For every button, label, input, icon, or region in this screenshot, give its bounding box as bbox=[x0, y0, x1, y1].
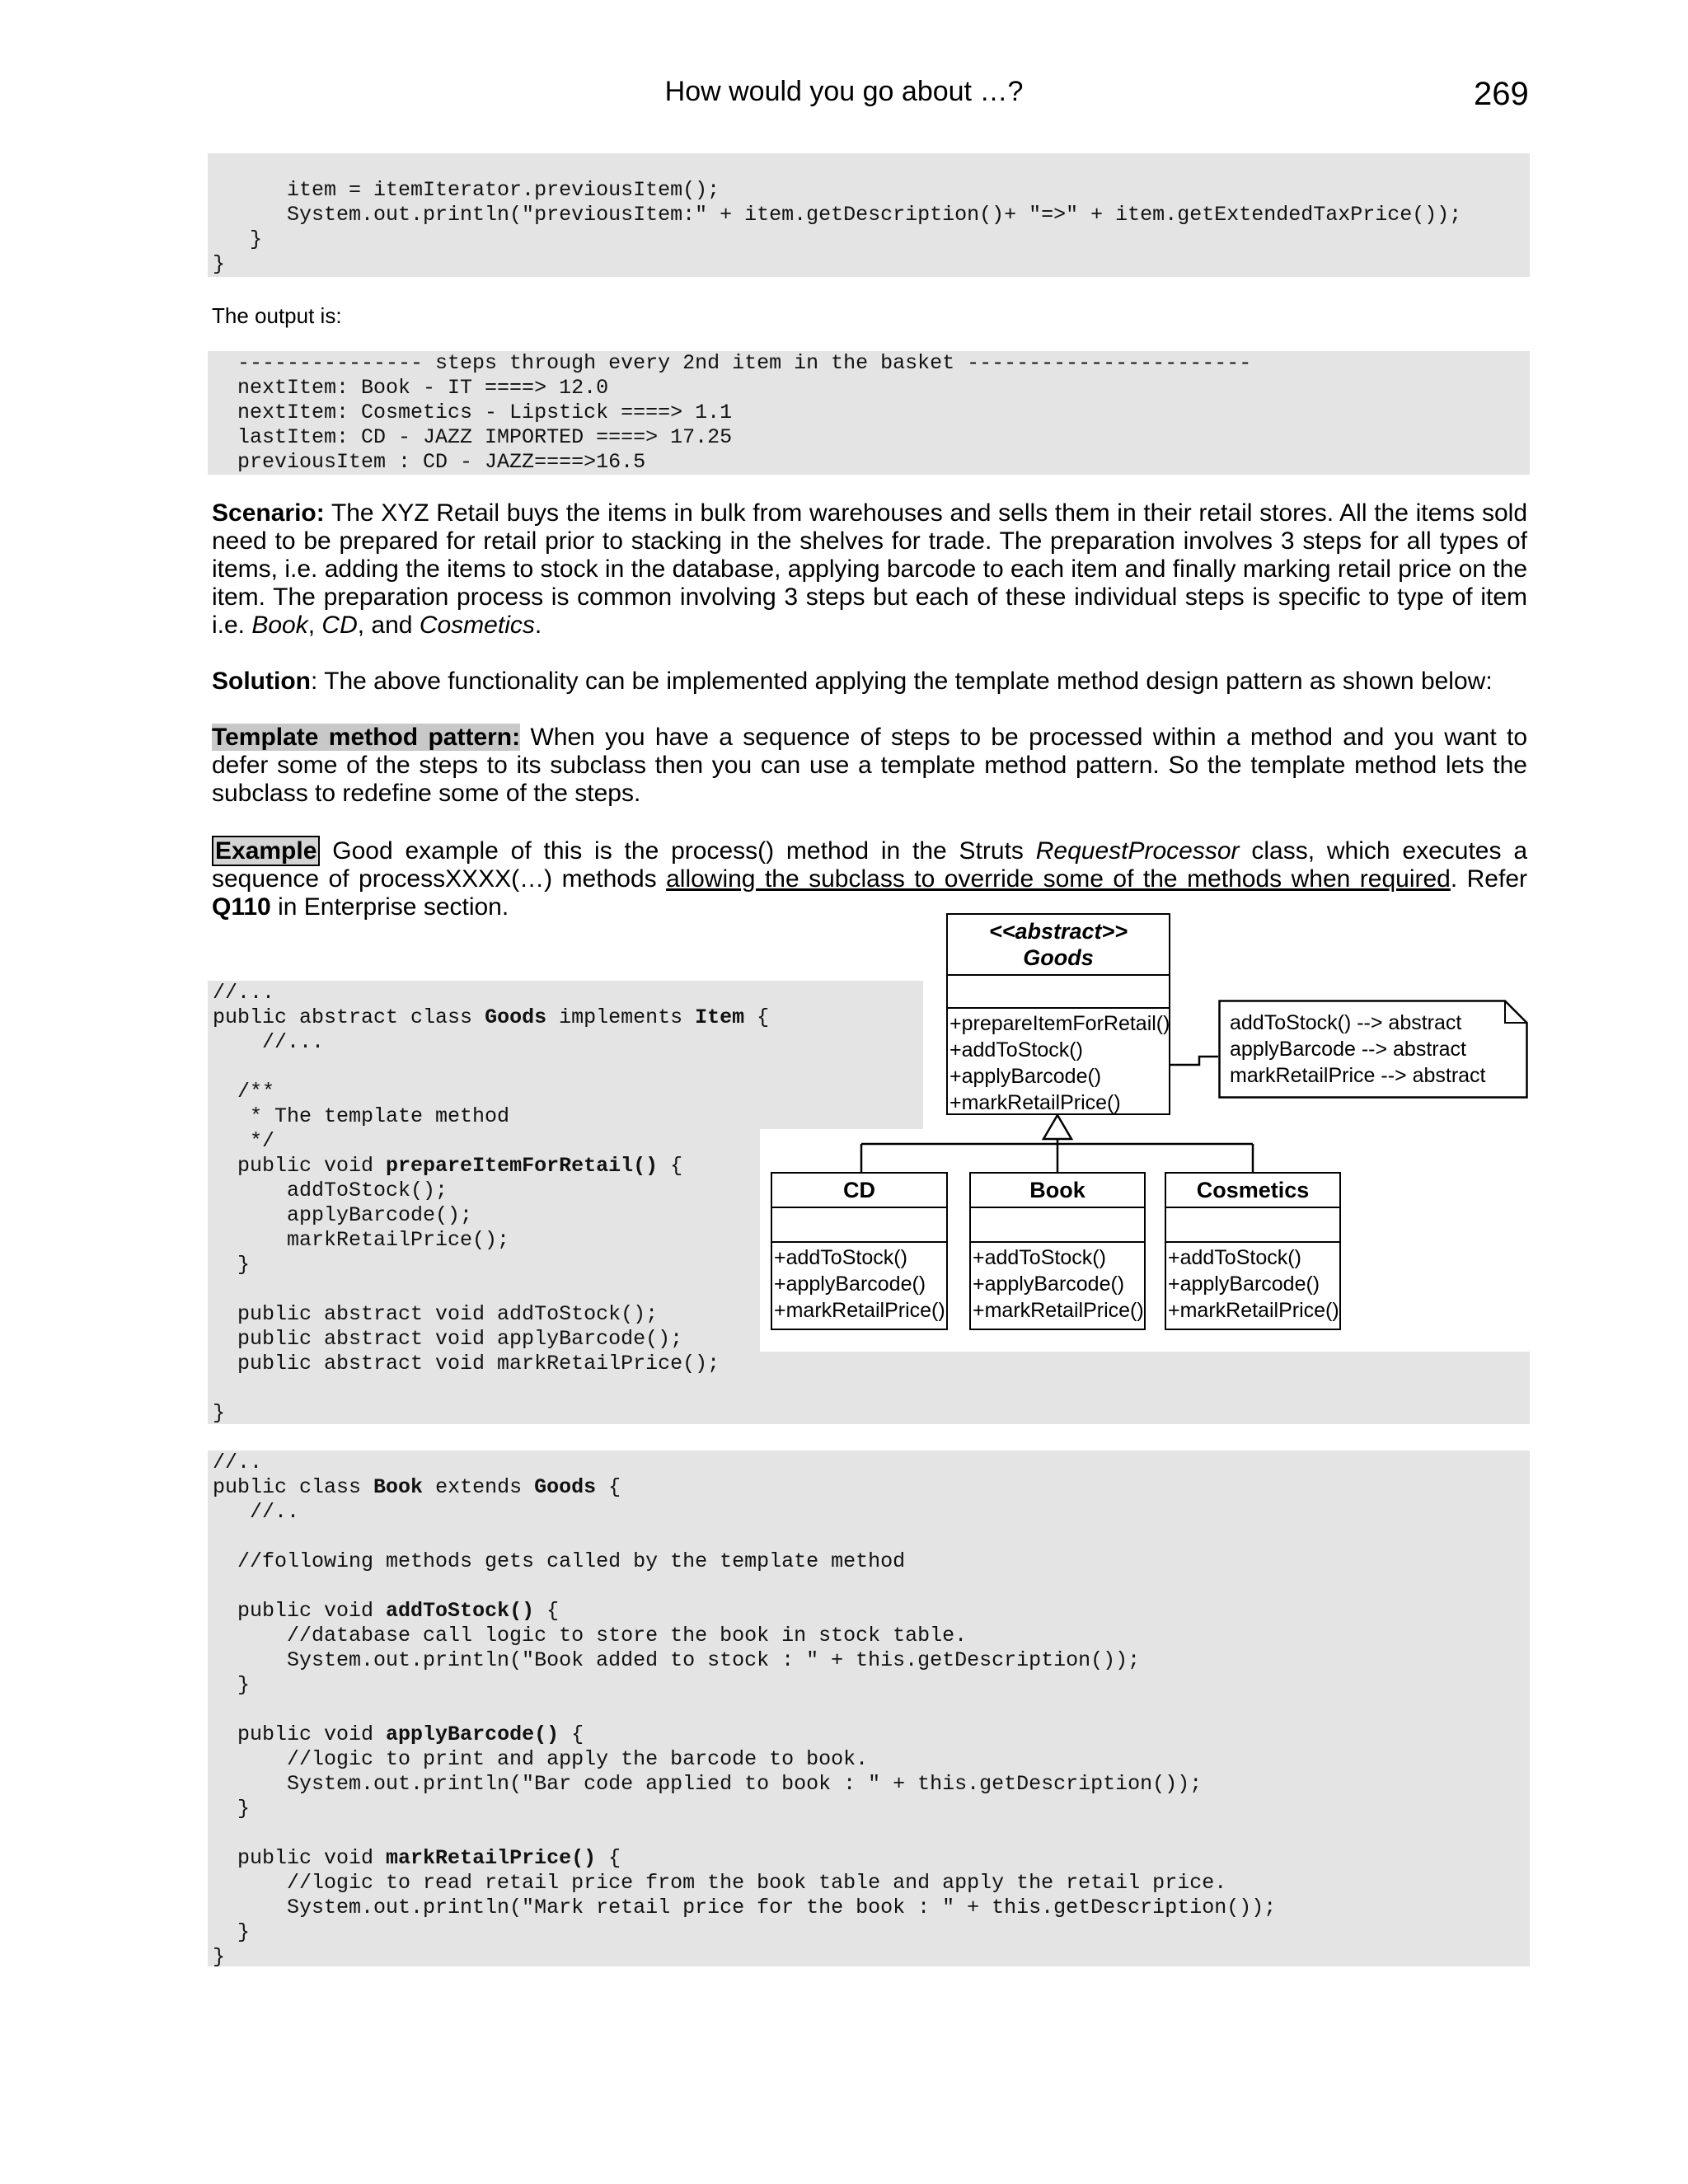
uml-cd-attributes bbox=[772, 1208, 946, 1243]
uml-goods-attributes bbox=[948, 976, 1169, 1009]
code-line: item = itemIterator.previousItem(); bbox=[213, 178, 720, 202]
output-label: The output is: bbox=[212, 303, 342, 328]
solution-label: Solution bbox=[212, 668, 311, 695]
uml-book-title: Book bbox=[971, 1174, 1144, 1208]
uml-cosmetics-title: Cosmetics bbox=[1166, 1174, 1339, 1208]
output-line: previousItem : CD - JAZZ====>16.5 bbox=[213, 450, 646, 474]
output-line: lastItem: CD - JAZZ IMPORTED ====> 17.25 bbox=[213, 425, 733, 449]
uml-class-cd bbox=[771, 1172, 948, 1330]
code-line: } bbox=[213, 252, 226, 276]
output-line: nextItem: Cosmetics - Lipstick ====> 1.1 bbox=[213, 401, 733, 424]
code-block-output bbox=[208, 351, 1530, 475]
example-label: Example bbox=[212, 836, 320, 866]
uml-class-goods bbox=[946, 913, 1170, 1115]
scenario-paragraph: Scenario: The XYZ Retail buys the items in bulk from warehouses and sells them in their retail stores. All the items sold need to be prepared for retail prior to stacking in the shelves for trade. The preparation involves 3 steps for all types of items, i.e. adding the items to stock in the database, applying barcode to each item and finally marking retail price on the item. The preparation process is common involving 3 steps but each of these individual steps is specific to type of item i.e. Book, CD, and Cosmetics. bbox=[212, 499, 1527, 639]
code-block-iterator-end bbox=[208, 153, 1530, 277]
uml-cosmetics-operations: +addToStock() +applyBarcode() +markRetailPrice() bbox=[1168, 1246, 1339, 1322]
uml-note-text: addToStock() --> abstract applyBarcode --> abstract markRetailPrice --> abstract bbox=[1230, 1011, 1486, 1087]
code-block-goods: //... public abstract class Goods implements Item { //... /** * The template method */ public void prepareItemForRetail() { addToStock(); applyBarcode(); markRetailPrice(); } public abstract void addToStock(); public abstract void applyBarcode(); public abstract void markRetailPrice(); } bbox=[213, 981, 770, 1425]
uml-class-cosmetics bbox=[1165, 1172, 1341, 1330]
code-block-book: //.. public class Book extends Goods { //.. //following methods gets called by the template method public void addToStock() { //database call logic to store the book in stock table. System.out.println("Book added to stock : " + this.getDescription()); } public void applyBarcode() { //logic to print and apply the barcode to book. System.out.println("Bar code applied to book : " + this.getDescription()); } public void markRetailPrice() { //logic to read retail price from the book table and apply the retail price. System.out.println("Mark retail price for the book : " + this.getDescription()); } } bbox=[208, 1451, 1530, 1966]
output-line: --------------- steps through every 2nd item in the basket ----------------------- bbox=[213, 351, 1252, 375]
uml-book-attributes bbox=[971, 1208, 1144, 1243]
code-line: System.out.println("previousItem:" + item.getDescription()+ "=>" + item.getExtendedTaxPrice()); bbox=[213, 203, 1462, 227]
uml-book-operations: +addToStock() +applyBarcode() +markRetailPrice() bbox=[973, 1246, 1144, 1322]
uml-cosmetics-attributes bbox=[1166, 1208, 1339, 1243]
code-line: } bbox=[213, 227, 263, 251]
scenario-label: Scenario: bbox=[212, 499, 325, 527]
template-method-paragraph: Template method pattern: When you have a sequence of steps to be processed within a method and you want to defer some of the steps to its subclass then you can use a template method pattern. So the template method lets the subclass to redefine some of the steps. bbox=[212, 724, 1528, 807]
page-number: 269 bbox=[1474, 76, 1529, 112]
page-header-title: How would you go about …? bbox=[664, 76, 1024, 107]
uml-note bbox=[1218, 1000, 1528, 1099]
example-paragraph: Example Good example of this is the process() method in the Struts RequestProcessor class, which executes a sequence of processXXXX(…) methods allowing the subclass to override some of the methods when required. Refer Q110 in Enterprise section. bbox=[212, 837, 1527, 921]
uml-cd-operations: +addToStock() +applyBarcode() +markRetailPrice() bbox=[774, 1246, 945, 1322]
uml-cd-title: CD bbox=[772, 1174, 946, 1208]
uml-goods-operations: +prepareItemForRetail() +addToStock() +applyBarcode() +markRetailPrice() bbox=[950, 1012, 1170, 1114]
uml-class-book bbox=[969, 1172, 1146, 1330]
uml-goods-title: <<abstract>> Goods bbox=[948, 915, 1169, 976]
solution-paragraph: Solution: The above functionality can be implemented applying the template method design pattern as shown below: bbox=[212, 668, 1493, 695]
template-method-label: Template method pattern: bbox=[212, 724, 521, 751]
output-line: nextItem: Book - IT ====> 12.0 bbox=[213, 376, 609, 400]
